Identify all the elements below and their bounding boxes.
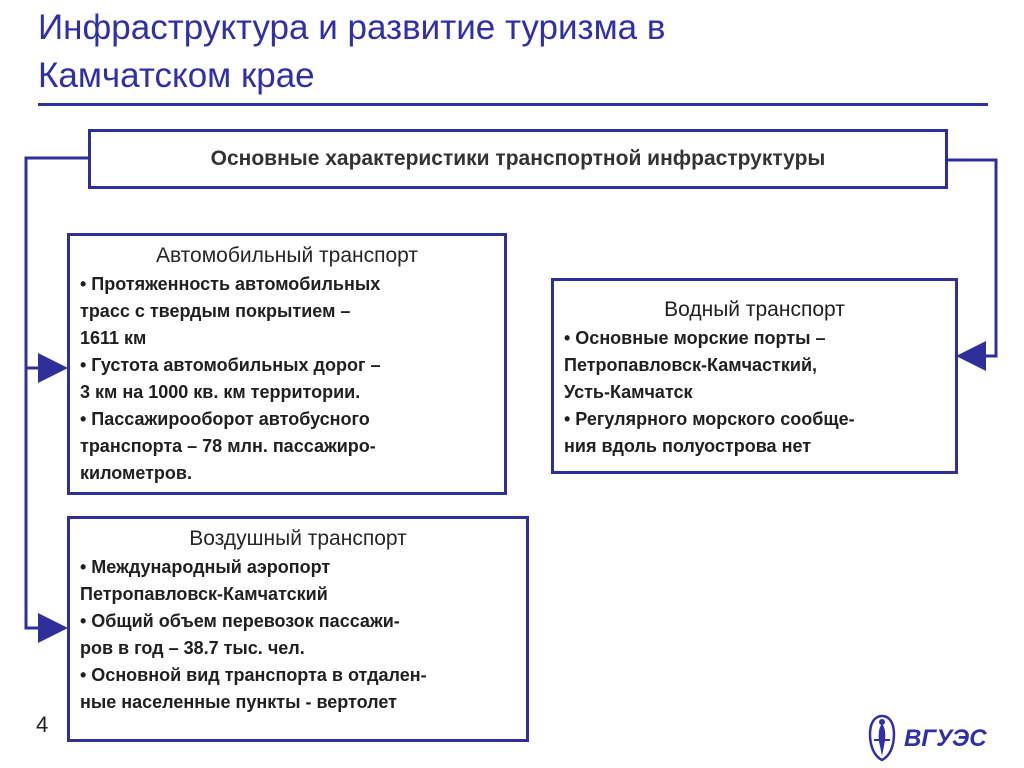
page-number: 4 bbox=[36, 712, 49, 737]
air-line: ров в год – 38.7 тыс. чел. bbox=[80, 638, 305, 658]
water-line: ния вдоль полуострова нет bbox=[564, 436, 812, 456]
transport-infrastructure-header-box bbox=[88, 129, 948, 189]
air-line: • Общий объем перевозок пассажи- bbox=[80, 611, 400, 631]
water-line: Усть-Камчатск bbox=[564, 382, 693, 402]
auto-line: • Протяженность автомобильных bbox=[80, 274, 381, 294]
header-box-text: Основные характеристики транспортной инфраструктуры bbox=[210, 147, 826, 170]
auto-transport-heading: Автомобильный транспорт bbox=[155, 244, 419, 267]
auto-line: 3 км на 1000 кв. км территории. bbox=[80, 382, 361, 402]
auto-line: трасс с твердым покрытием – bbox=[80, 301, 351, 321]
auto-line: • Густота автомобильных дорог – bbox=[80, 355, 381, 375]
air-line: ные населенные пункты - вертолет bbox=[80, 692, 397, 712]
air-line: Петропавловск-Камчатский bbox=[80, 584, 328, 604]
water-line: Петропавловск-Камчасткий, bbox=[564, 355, 818, 375]
auto-transport-panel bbox=[67, 233, 507, 495]
water-transport-panel bbox=[551, 278, 958, 474]
auto-line: 1611 км bbox=[80, 328, 147, 348]
water-transport-heading: Водный транспорт bbox=[664, 298, 845, 321]
slide-title-line-2: Камчатском крае bbox=[38, 56, 315, 95]
auto-line: • Пассажирооборот автобусного bbox=[80, 409, 370, 429]
air-transport-panel bbox=[67, 516, 529, 742]
auto-line: километров. bbox=[80, 463, 192, 483]
air-line: • Основной вид транспорта в отдален- bbox=[80, 665, 427, 685]
water-line: • Основные морские порты – bbox=[564, 328, 826, 348]
air-line: • Международный аэропорт bbox=[80, 557, 331, 577]
vgues-logo bbox=[860, 710, 990, 766]
auto-line: транспорта – 78 млн. пассажиро- bbox=[80, 436, 376, 456]
slide-title-line-1: Инфраструктура и развитие туризма в bbox=[38, 8, 666, 47]
logo-text: ВГУЭС bbox=[904, 725, 987, 752]
vgues-emblem-icon bbox=[870, 716, 894, 760]
air-transport-heading: Воздушный транспорт bbox=[189, 527, 407, 550]
water-line: • Регулярного морского сообще- bbox=[564, 409, 855, 429]
